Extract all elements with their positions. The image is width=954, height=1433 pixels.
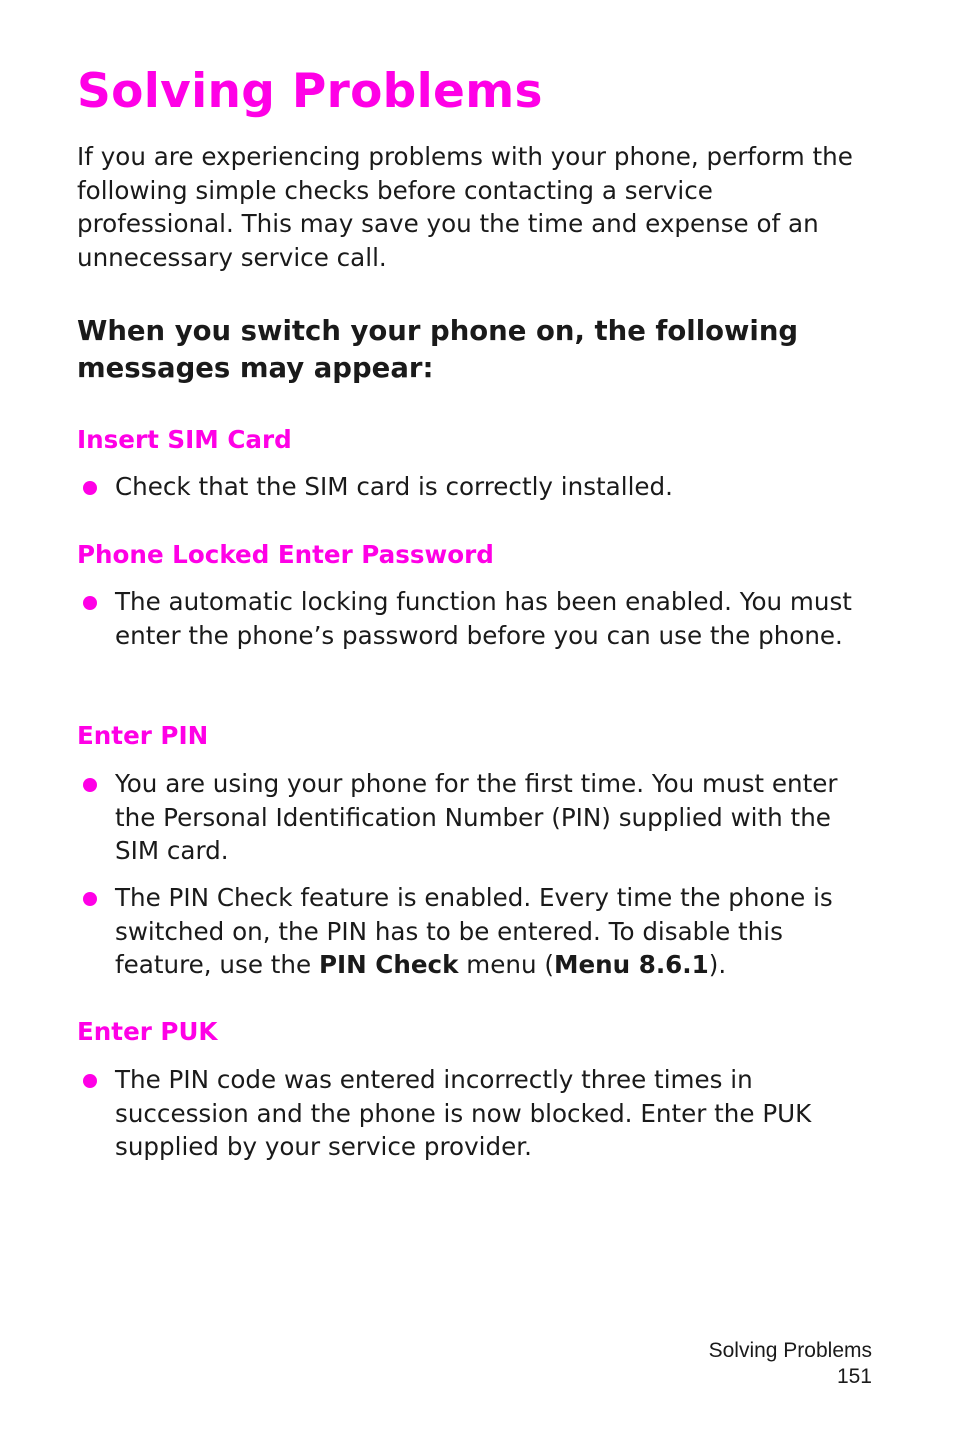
bullet-item [77,767,877,868]
bullet-text: The automatic locking function has been enabled. You must enter the phone’s password before you can use the phone. [115,587,852,650]
section-heading-insert-sim: Insert SIM Card [77,425,292,454]
bullet-item [77,585,877,652]
bullet-text-pre: The PIN Check feature is enabled. Every time the phone is switched on, the PIN has to be entered. To disable this feature, use the [115,883,833,980]
bullet-icon [83,596,97,610]
menu-number: Menu 8.6.1 [553,950,709,980]
bullet-text-mid: menu ( [458,950,554,980]
section-heading-enter-puk: Enter PUK [77,1017,218,1046]
intro-paragraph: If you are experiencing problems with your phone, perform the following simple checks before contacting a service professional. This may save you the time and expense of an unnecessary service call. [77,142,853,273]
lead-heading: When you switch your phone on, the following messages may appear: [77,315,799,384]
footer-section-name: Solving Problems [708,1339,872,1362]
bullet-icon [83,1074,97,1088]
section-heading-phone-locked: Phone Locked Enter Password [77,540,494,569]
bullet-icon [83,892,97,906]
bullet-item [77,470,877,504]
bullet-item [77,1063,877,1164]
bullet-text: Check that the SIM card is correctly installed. [115,472,673,501]
bullet-text: You are using your phone for the first time. You must enter the Personal Identification Number (PIN) supplied with the SIM card. [115,769,838,866]
bullet-text-post: ). [708,950,727,980]
section-heading-enter-pin: Enter PIN [77,721,209,750]
page-footer [709,1338,872,1390]
page-number: 151 [836,1365,872,1388]
pin-check-menu-name: PIN Check [318,950,459,980]
page-title: Solving Problems [77,64,543,119]
bullet-icon [83,481,97,495]
bullet-text: The PIN code was entered incorrectly three times in succession and the phone is now blocked. Enter the PUK supplied by your service provider. [115,1065,812,1162]
bullet-icon [83,778,97,792]
bullet-item [77,881,877,982]
